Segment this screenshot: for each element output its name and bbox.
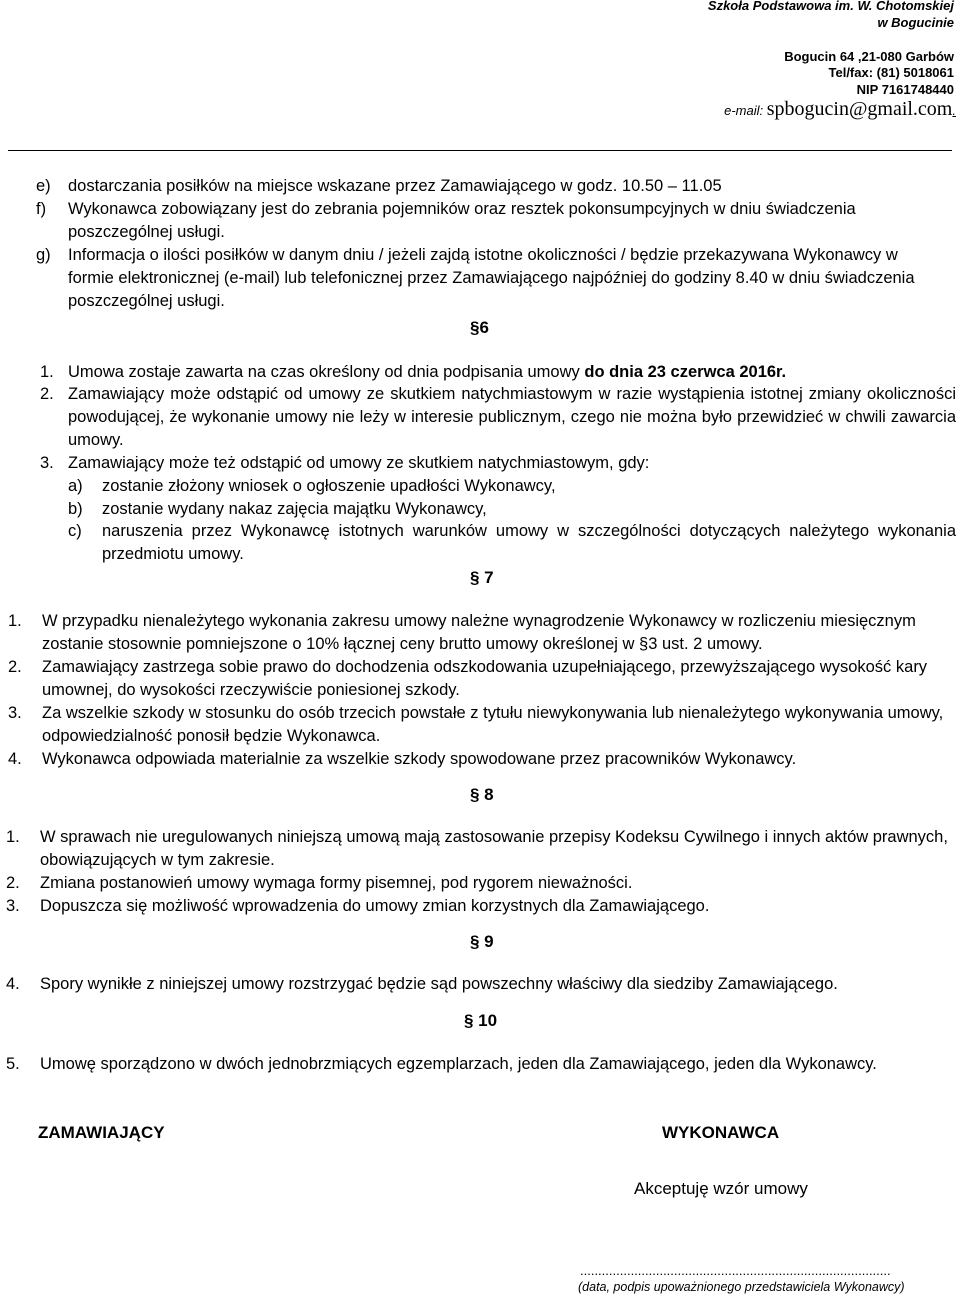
section-7-heading: § 7 (470, 568, 494, 587)
email-link[interactable]: spbogucin@gmail.com (766, 98, 953, 120)
item-text: zostanie złożony wniosek o ogłoszenie upadłości Wykonawcy, (102, 477, 556, 495)
school-address: Bogucin 64 ,21-080 Garbów (784, 49, 954, 64)
school-phone: Tel/fax: (81) 5018061 (828, 65, 954, 80)
signature-dotted-line: ...................................................................................... (580, 1263, 891, 1278)
item-label: 3. (6, 897, 20, 915)
item-text: W przypadku nienależytego wykonania zakresu umowy należne wynagrodzenie Wykonawcy w rozliczeniu miesięcznym zostanie stosownie pomniejszone o 10% łącznej ceny brutto umowy określonej w §3 ust. 2 umowy. (42, 612, 916, 653)
item-text: Spory wynikłe z niniejszej umowy rozstrzygać będzie sąd powszechny właściwy dla siedziby Zamawiającego. (40, 975, 838, 993)
item-label: 2. (8, 658, 22, 676)
item-text: Zmiana postanowień umowy wymaga formy pisemnej, pod rygorem nieważności. (40, 874, 633, 892)
item-label: 1. (8, 612, 22, 630)
item-label: 3. (8, 704, 22, 722)
school-location: w Bogucinie (877, 15, 954, 30)
item-text: Zamawiający zastrzega sobie prawo do dochodzenia odszkodowania uzupełniającego, przewyższającego wysokość kary umownej, do wysokości rzeczywiście poniesionej szkody. (42, 658, 928, 699)
item-label: a) (68, 477, 83, 495)
signature-label-ordering-party: ZAMAWIAJĄCY (38, 1123, 165, 1142)
signature-caption: (data, podpis upoważnionego przedstawiciela Wykonawcy) (578, 1280, 905, 1294)
item-label: g) (36, 246, 51, 264)
item-label: 3. (40, 454, 54, 472)
item-text: Wykonawca odpowiada materialnie za wszelkie szkody spowodowane przez pracowników Wykonawcy. (42, 750, 797, 768)
item-text: dostarczania posiłków na miejsce wskazane przez Zamawiającego w godz. 10.50 – 11.05 (68, 177, 722, 195)
item-text: zostanie wydany nakaz zajęcia majątku Wykonawcy, (102, 500, 487, 518)
item-label: 1. (40, 363, 54, 381)
section-10-heading: § 10 (464, 1011, 498, 1030)
item-text: Za wszelkie szkody w stosunku do osób trzecich powstałe z tytułu niewykonywania lub nienależytego wykonywania umowy, odpowiedzialność ponosił będzie Wykonawca. (42, 704, 944, 745)
item-text: Umowę sporządzono w dwóch jednobrzmiących egzemplarzach, jeden dla Zamawiającego, jeden dla Wykonawcy. (40, 1055, 877, 1073)
item-text: Wykonawca zobowiązany jest do zebrania pojemników oraz resztek pokonsumpcyjnych w dniu świadczenia poszczególnej usługi. (68, 200, 856, 241)
item-label: b) (68, 500, 83, 518)
item-label: 2. (6, 874, 20, 892)
signature-label-contractor: WYKONAWCA (662, 1123, 780, 1142)
item-label: 4. (6, 975, 20, 993)
item-label: f) (36, 200, 47, 218)
item-label: c) (68, 522, 82, 540)
item-text: Dopuszcza się możliwość wprowadzenia do umowy zmian korzystnych dla Zamawiającego. (40, 897, 710, 915)
school-nip: NIP 7161748440 (856, 82, 954, 97)
item-text: Zamawiający może też odstąpić od umowy ze skutkiem natychmiastowym, gdy: (68, 454, 650, 472)
email-trail: . (952, 103, 956, 118)
item-bold-date: do dnia 23 czerwca 2016r. (584, 363, 787, 381)
item-label: e) (36, 177, 51, 195)
accept-template-text: Akceptuję wzór umowy (634, 1179, 808, 1198)
item-label: 4. (8, 750, 22, 768)
item-label: 5. (6, 1055, 20, 1073)
section-9-heading: § 9 (470, 932, 494, 951)
section-6-heading: §6 (470, 318, 489, 337)
item-text: Zamawiający może odstąpić od umowy ze skutkiem natychmiastowym w razie wystąpienia istotnej zmiany okoliczności powodującej, że wykonanie umowy nie leży w interesie publicznym, czego nie można było przewidzieć w chwili zawarcia umowy. (68, 385, 956, 449)
item-text: naruszenia przez Wykonawcę istotnych warunków umowy w szczególności dotyczących należytego wykonania przedmiotu umowy. (102, 522, 956, 563)
section-8-heading: § 8 (470, 785, 494, 804)
email-label: e-mail: (724, 103, 764, 118)
school-name: Szkoła Podstawowa im. W. Chotomskiej (707, 0, 954, 13)
item-label: 1. (6, 828, 20, 846)
school-email-row (724, 98, 956, 122)
item-text: W sprawach nie uregulowanych niniejszą umową mają zastosowanie przepisy Kodeksu Cywilnego i innych aktów prawnych, obowiązujących w tym zakresie. (40, 828, 948, 869)
item-text: Informacja o ilości posiłków w danym dniu / jeżeli zajdą istotne okoliczności / będzie przekazywana Wykonawcy w formie elektronicznej (e-mail) lub telefonicznej przez Zamawiającego najpóźniej do godziny 8.40 w dniu świadczenia poszczególnej usługi. (68, 246, 915, 310)
item-label: 2. (40, 385, 54, 403)
item-text: Umowa zostaje zawarta na czas określony od dnia podpisania umowy (68, 363, 585, 381)
header-divider (8, 150, 952, 151)
